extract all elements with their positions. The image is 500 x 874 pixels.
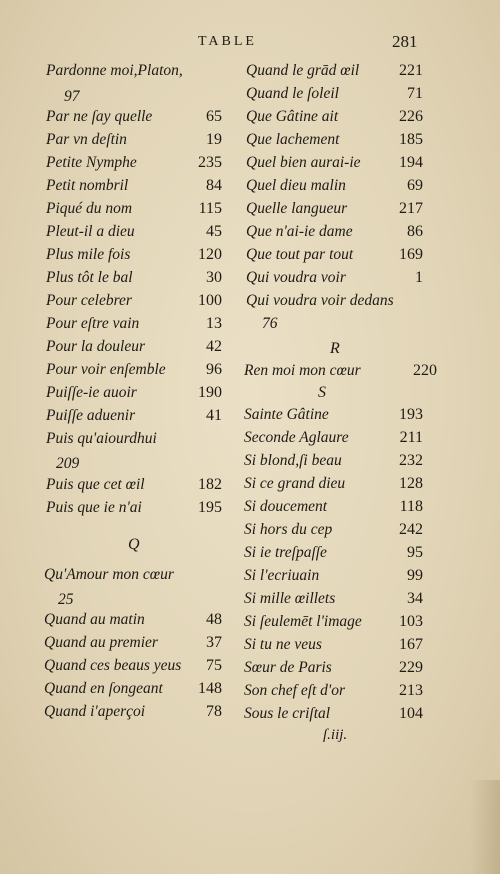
entry-text: Sainte Gâtine: [244, 406, 329, 423]
entry-page-number: 1: [415, 269, 423, 286]
entry-text: Plus mile fois: [46, 246, 131, 263]
entry-page-number: 221: [399, 62, 423, 79]
entry-text: Sœur de Paris: [244, 659, 332, 676]
entry-text: Quand i'aperçoi: [44, 703, 146, 720]
entry-page-number: 190: [198, 384, 222, 401]
index-entry: [0, 406, 500, 428]
entry-text: Si mille œillets: [244, 590, 336, 607]
entry-text: Puiſſe-ie auoir: [46, 384, 137, 401]
entry-text: Pour eſtre vain: [46, 315, 140, 332]
entry-text: Petit nombril: [46, 177, 129, 194]
entry-text: Puis que ie n'ai: [46, 499, 142, 516]
entry-text: Quand le ſoleil: [246, 85, 339, 102]
index-entry: [0, 613, 500, 635]
entry-text: Pour la douleur: [46, 338, 146, 355]
index-entry: [0, 62, 500, 84]
entry-text: Ren moi mon cœur: [244, 362, 361, 379]
entry-page-number: 169: [399, 246, 423, 263]
entry-page-number: 115: [198, 200, 222, 217]
entry-text: Que Gâtine ait: [246, 108, 339, 125]
entry-text: 97: [64, 88, 80, 105]
entry-page-number: 232: [399, 452, 423, 469]
index-entry: [0, 292, 500, 314]
entry-text: Quand au matin: [44, 611, 145, 628]
index-entry: [0, 521, 500, 543]
index-entry: [0, 223, 500, 245]
entry-text: Par ne ſay quelle: [46, 108, 153, 125]
index-entry: [0, 590, 500, 612]
entry-page-number: 37: [206, 634, 222, 651]
entry-text: Si ce grand dieu: [244, 475, 346, 492]
entry-page-number: 86: [407, 223, 423, 240]
entry-page-number: 229: [399, 659, 423, 676]
entry-text: Seconde Aglaure: [244, 429, 349, 446]
entry-page-number: 65: [206, 108, 222, 125]
entry-text: Si ſeulemēt l'image: [244, 613, 362, 630]
entry-text: Si hors du cep: [244, 521, 333, 538]
entry-text: Puiſſe aduenir: [46, 407, 136, 424]
entry-text: 25: [58, 591, 74, 608]
entry-page-number: 34: [407, 590, 423, 607]
entry-page-number: 235: [198, 154, 222, 171]
entry-page-number: 100: [198, 292, 222, 309]
entry-text: Qui voudra voir: [246, 269, 346, 286]
index-entry: [0, 429, 500, 451]
index-entry: [0, 269, 500, 291]
running-head-title: TABLE: [198, 34, 257, 49]
entry-text: Pour celebrer: [46, 292, 132, 309]
entry-page-number: 95: [407, 544, 423, 561]
entry-page-number: 211: [399, 429, 423, 446]
entry-page-number: 71: [407, 85, 423, 102]
entry-text: Qui voudra voir dedans: [246, 292, 394, 309]
entry-text: Que n'ai-ie dame: [246, 223, 353, 240]
entry-text: Pleut-il a dieu: [46, 223, 135, 240]
entry-page-number: 96: [206, 361, 222, 378]
index-entry: [0, 682, 500, 704]
entry-text: Que tout par tout: [246, 246, 354, 263]
index-entry: [0, 85, 500, 107]
entry-page-number: 19: [206, 131, 222, 148]
entry-text: Quel bien aurai-ie: [246, 154, 361, 171]
entry-text: Quel dieu malin: [246, 177, 346, 194]
entry-text: Piqué du nom: [46, 200, 133, 217]
entry-page-number: 75: [206, 657, 222, 674]
entry-page-number: 118: [399, 498, 423, 515]
index-entry: [0, 131, 500, 153]
entry-text: Puis que cet œil: [46, 476, 145, 493]
entry-page-number: 41: [206, 407, 222, 424]
entry-page-number: 69: [407, 177, 423, 194]
entry-text: Quand au premier: [44, 634, 158, 651]
entry-text: Si blond,ſi beau: [244, 452, 342, 469]
entry-page-number: 185: [399, 131, 423, 148]
index-entry: [0, 636, 500, 658]
entry-text: Si ie treſpaſſe: [244, 544, 327, 561]
page-edge-stain: [470, 780, 500, 874]
index-entry: [0, 246, 500, 268]
entry-page-number: 48: [206, 611, 222, 628]
index-entry: [0, 705, 500, 727]
entry-page-number: 45: [206, 223, 222, 240]
entry-text: Plus tôt le bal: [46, 269, 133, 286]
entry-text: Quand en ſongeant: [44, 680, 163, 697]
entry-text: Par vn deſtin: [46, 131, 127, 148]
entry-page-number: 194: [399, 154, 423, 171]
entry-text: Puis qu'aiourdhui: [46, 430, 157, 447]
entry-page-number: 103: [399, 613, 423, 630]
entry-page-number: 220: [413, 362, 437, 379]
entry-page-number: 42: [206, 338, 222, 355]
entry-text: Sous le criſtal: [244, 705, 331, 722]
entry-page-number: 193: [399, 406, 423, 423]
page-number: 281: [392, 32, 418, 51]
section-letter: R: [330, 340, 340, 357]
entry-page-number: 13: [206, 315, 222, 332]
index-entry: [0, 200, 500, 222]
entry-page-number: 242: [399, 521, 423, 538]
index-entry: [0, 544, 500, 566]
entry-page-number: 30: [206, 269, 222, 286]
entry-text: Quand ces beaus yeus: [44, 657, 182, 674]
index-entry: [0, 452, 500, 474]
entry-text: Que lachement: [246, 131, 340, 148]
entry-page-number: 120: [198, 246, 222, 263]
entry-page-number: 226: [399, 108, 423, 125]
entry-text: Quelle langueur: [246, 200, 348, 217]
entry-text: Si doucement: [244, 498, 328, 515]
entry-page-number: 78: [206, 703, 222, 720]
index-entry: [0, 475, 500, 497]
index-entry: [0, 177, 500, 199]
entry-page-number: 104: [399, 705, 423, 722]
signature-mark: ſ.iij.: [323, 727, 348, 743]
index-entry: [0, 338, 500, 360]
entry-text: 209: [56, 455, 80, 472]
entry-page-number: 195: [198, 499, 222, 516]
section-letter: Q: [128, 536, 140, 553]
index-entry: [0, 154, 500, 176]
entry-text: Qu'Amour mon cœur: [44, 566, 174, 583]
entry-page-number: 99: [407, 567, 423, 584]
entry-page-number: 182: [198, 476, 222, 493]
entry-page-number: 213: [399, 682, 423, 699]
entry-text: Si tu ne veus: [244, 636, 322, 653]
entry-page-number: 167: [399, 636, 423, 653]
entry-text: 76: [262, 315, 278, 332]
entry-page-number: 217: [399, 200, 423, 217]
entry-text: Pour voir enſemble: [46, 361, 166, 378]
entry-page-number: 128: [399, 475, 423, 492]
index-entry: [0, 384, 500, 406]
entry-text: Petite Nymphe: [46, 154, 137, 171]
entry-page-number: 148: [198, 680, 222, 697]
section-letter: S: [318, 384, 326, 401]
entry-text: Son chef eſt d'or: [244, 682, 346, 699]
entry-text: Pardonne moi,Platon,: [46, 62, 183, 79]
entry-text: Quand le grād œil: [246, 62, 360, 79]
index-entry: [0, 315, 500, 337]
index-entry: [0, 498, 500, 520]
entry-text: Si l'ecriuain: [244, 567, 320, 584]
index-entry: [0, 108, 500, 130]
entry-page-number: 84: [206, 177, 222, 194]
index-entry: [0, 659, 500, 681]
index-entry: [0, 567, 500, 589]
index-entry: [0, 362, 500, 384]
